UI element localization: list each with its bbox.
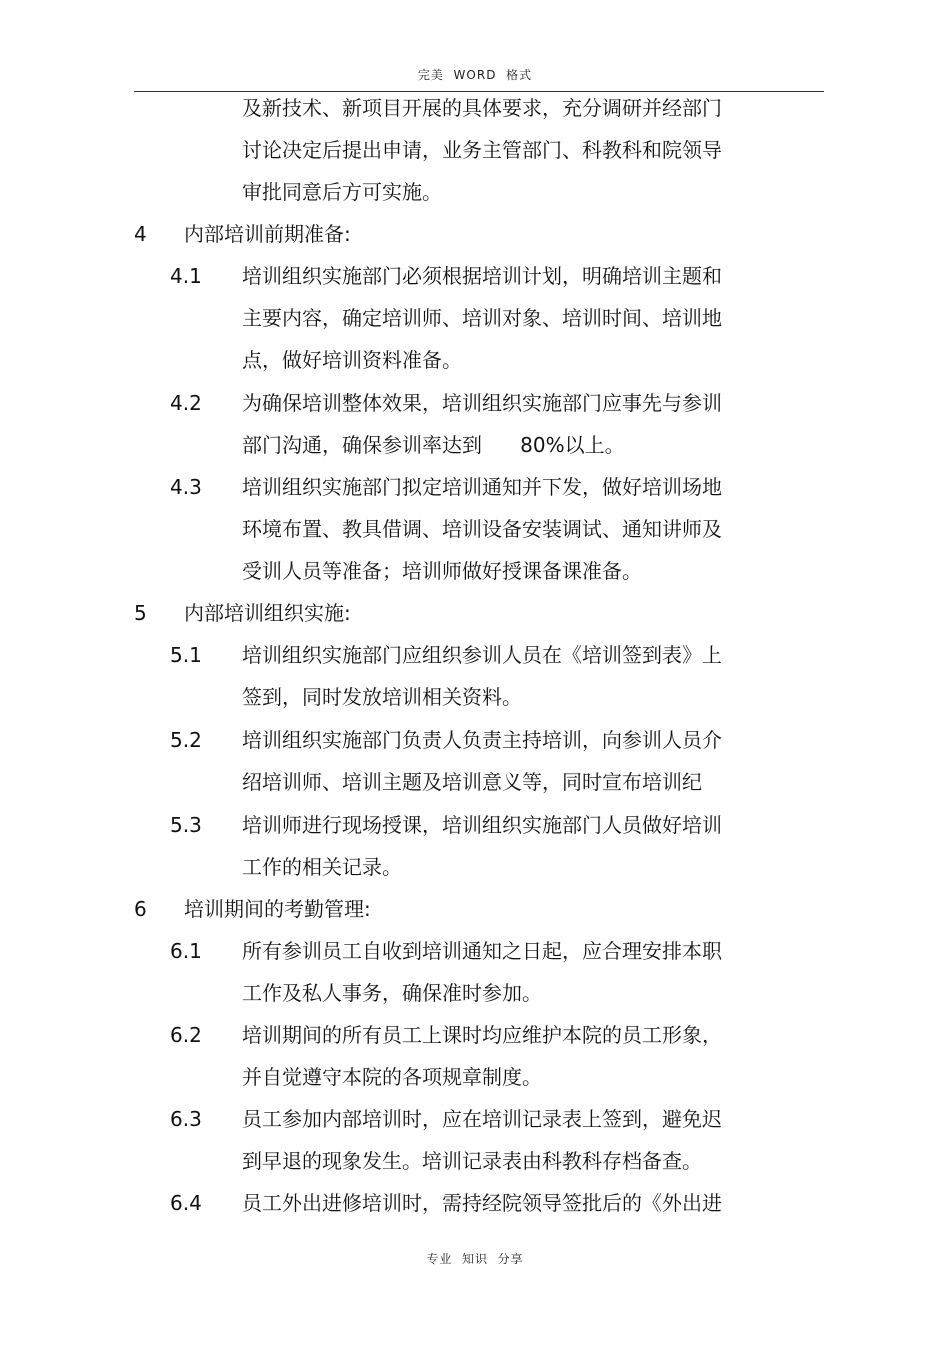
- item-number: 4.3: [170, 475, 202, 499]
- paragraph-line: 培训组织实施部门必须根据培训计划，明确培训主题和: [242, 264, 722, 288]
- paragraph-line: 签到，同时发放培训相关资料。: [242, 685, 522, 709]
- paragraph-line: 员工外出进修培训时，需持经院领导签批后的《外出进: [242, 1191, 722, 1215]
- paragraph-line: 为确保培训整体效果，培训组织实施部门应事先与参训: [242, 391, 722, 415]
- header-divider: [134, 91, 824, 92]
- page-header: 完美 WORD 格式: [417, 68, 533, 82]
- paragraph-line: 讨论决定后提出申请，业务主管部门、科教科和院领导: [242, 138, 722, 162]
- paragraph-line: 绍培训师、培训主题及培训意义等，同时宣布培训纪: [242, 770, 702, 794]
- item-number: 6.3: [170, 1107, 202, 1131]
- paragraph-line: 环境布置、教具借调、培训设备安装调试、通知讲师及: [242, 517, 722, 541]
- paragraph-line: 培训期间的所有员工上课时均应维护本院的员工形象，: [242, 1023, 722, 1047]
- section-number: 4: [134, 222, 147, 246]
- paragraph-line: 员工参加内部培训时，应在培训记录表上签到，避免迟: [242, 1107, 722, 1131]
- paragraph-line: 到早退的现象发生。培训记录表由科教科存档备查。: [242, 1149, 702, 1173]
- section-number: 6: [134, 897, 147, 921]
- item-number: 6.4: [170, 1191, 202, 1215]
- item-number: 5.2: [170, 728, 202, 752]
- paragraph-line: 及新技术、新项目开展的具体要求，充分调研并经部门: [242, 96, 722, 120]
- paragraph-line: 所有参训员工自收到培训通知之日起，应合理安排本职: [242, 939, 722, 963]
- paragraph-line: 培训组织实施部门应组织参训人员在《培训签到表》上: [242, 643, 722, 667]
- paragraph-line: 培训组织实施部门拟定培训通知并下发，做好培训场地: [242, 475, 722, 499]
- paragraph-line: 审批同意后方可实施。: [242, 180, 442, 204]
- paragraph-line: 部门沟通，确保参训率达到 80%以上。: [242, 433, 625, 457]
- section-title: 培训期间的考勤管理:: [184, 897, 371, 921]
- item-number: 6.2: [170, 1023, 202, 1047]
- paragraph-line: 工作的相关记录。: [242, 855, 402, 879]
- item-number: 6.1: [170, 939, 202, 963]
- section-title: 内部培训组织实施:: [184, 601, 351, 625]
- item-number: 5.1: [170, 643, 202, 667]
- item-number: 4.1: [170, 264, 202, 288]
- section-title: 内部培训前期准备:: [184, 222, 351, 246]
- page-footer: 专业 知识 分享: [426, 1252, 524, 1266]
- paragraph-line: 主要内容，确定培训师、培训对象、培训时间、培训地: [242, 306, 722, 330]
- paragraph-line: 培训组织实施部门负责人负责主持培训，向参训人员介: [242, 728, 722, 752]
- paragraph-line: 培训师进行现场授课，培训组织实施部门人员做好培训: [242, 813, 722, 837]
- paragraph-line: 并自觉遵守本院的各项规章制度。: [242, 1065, 542, 1089]
- section-number: 5: [134, 601, 147, 625]
- paragraph-line: 工作及私人事务，确保准时参加。: [242, 981, 542, 1005]
- item-number: 4.2: [170, 391, 202, 415]
- paragraph-line: 受训人员等准备；培训师做好授课备课准备。: [242, 559, 642, 583]
- item-number: 5.3: [170, 813, 202, 837]
- paragraph-line: 点，做好培训资料准备。: [242, 348, 462, 372]
